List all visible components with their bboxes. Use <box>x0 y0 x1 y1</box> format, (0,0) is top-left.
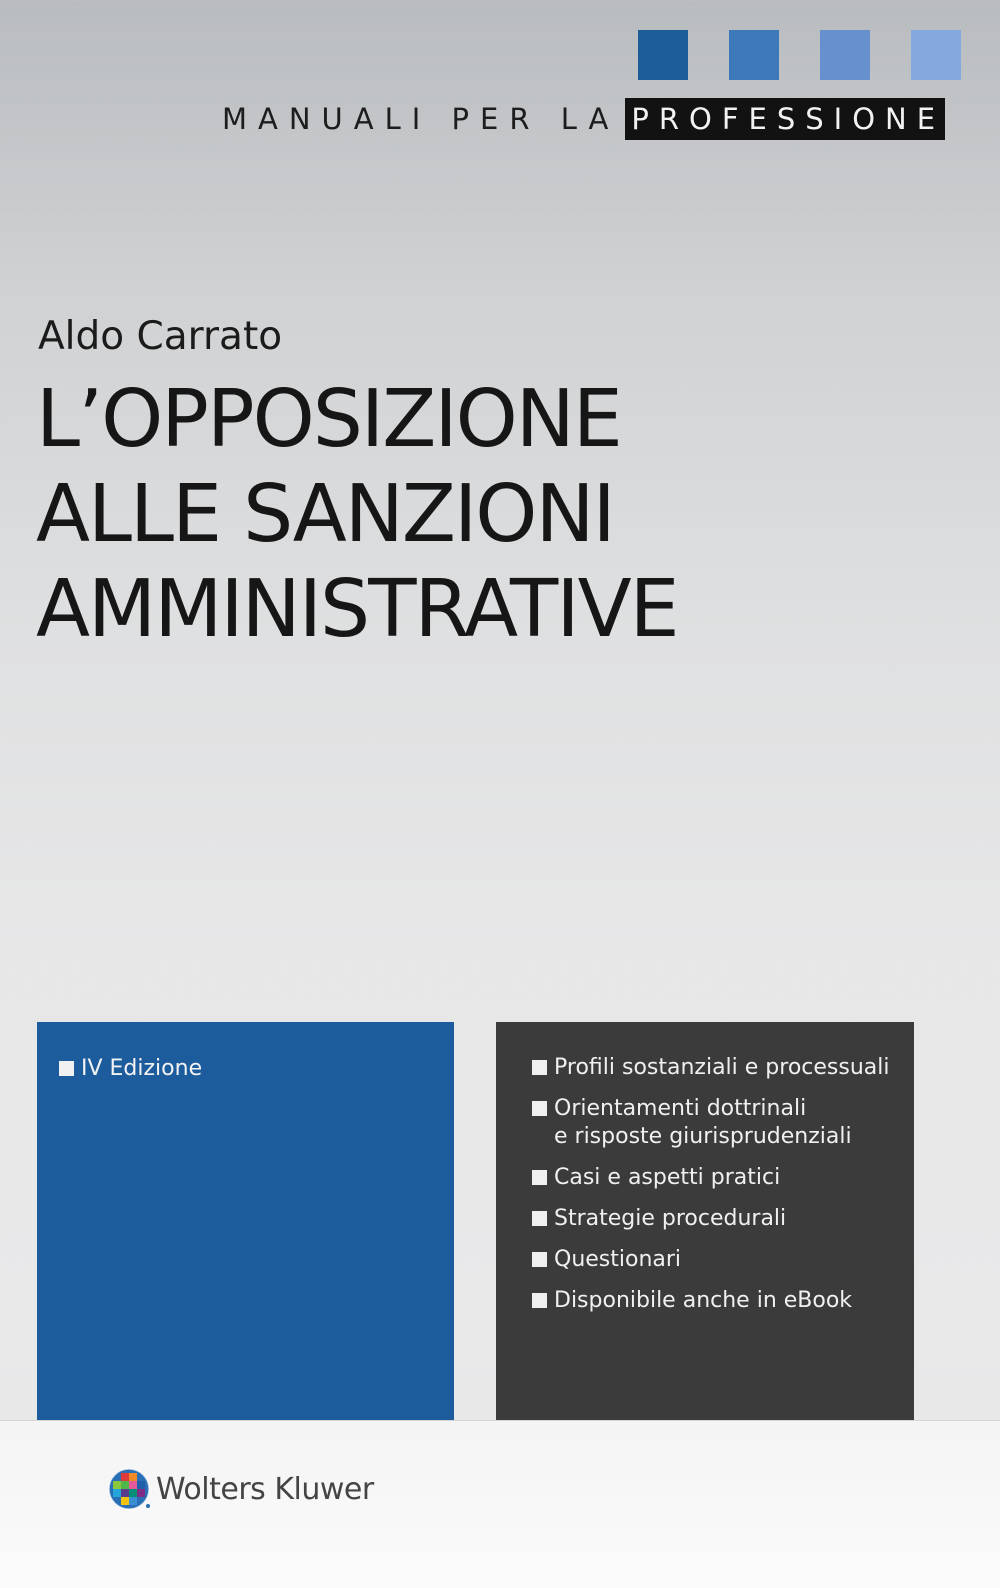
square-bullet-icon <box>532 1252 547 1267</box>
publisher-band <box>0 1420 1000 1588</box>
title-line-2: ALLE SANZIONI <box>36 468 614 560</box>
feature-text: Strategie procedurali <box>554 1206 787 1231</box>
features-list <box>532 1054 890 1328</box>
series-square-1 <box>638 30 688 80</box>
feature-text: Questionari <box>554 1247 682 1272</box>
square-bullet-icon <box>532 1101 547 1116</box>
feature-item <box>532 1095 890 1151</box>
wolters-kluwer-globe-icon <box>108 1468 150 1510</box>
square-bullet-icon <box>532 1211 547 1226</box>
square-bullet-icon <box>532 1293 547 1308</box>
series-color-squares <box>638 30 962 82</box>
author-name: Aldo Carrato <box>38 314 283 359</box>
feature-text: Disponibile anche in eBook <box>554 1288 853 1313</box>
title-line-1: L’OPPOSIZIONE <box>36 373 621 465</box>
series-prefix: MANUALI PER LA <box>222 102 620 136</box>
square-bullet-icon <box>532 1170 547 1185</box>
edition-label <box>59 1056 202 1081</box>
feature-item <box>532 1287 890 1315</box>
square-bullet-icon <box>532 1060 547 1075</box>
series-name <box>222 98 945 140</box>
title-line-3: AMMINISTRATIVE <box>36 563 678 655</box>
feature-item <box>532 1164 890 1192</box>
series-square-4 <box>911 30 961 80</box>
edition-text: IV Edizione <box>81 1056 203 1081</box>
features-panel <box>496 1022 914 1420</box>
series-square-2 <box>729 30 779 80</box>
series-square-3 <box>820 30 870 80</box>
publisher-name: Wolters Kluwer <box>156 1471 374 1507</box>
feature-text: Profili sostanziali e processuali <box>554 1055 890 1080</box>
edition-panel <box>37 1022 454 1420</box>
feature-text: Orientamenti dottrinali e risposte giurisprudenziali <box>554 1096 852 1149</box>
feature-item <box>532 1246 890 1274</box>
feature-item <box>532 1054 890 1082</box>
book-title <box>36 372 956 657</box>
feature-item <box>532 1205 890 1233</box>
series-highlight: PROFESSIONE <box>625 98 945 140</box>
square-bullet-icon <box>59 1061 74 1076</box>
publisher-logo <box>108 1468 374 1510</box>
feature-text: Casi e aspetti pratici <box>554 1165 781 1190</box>
